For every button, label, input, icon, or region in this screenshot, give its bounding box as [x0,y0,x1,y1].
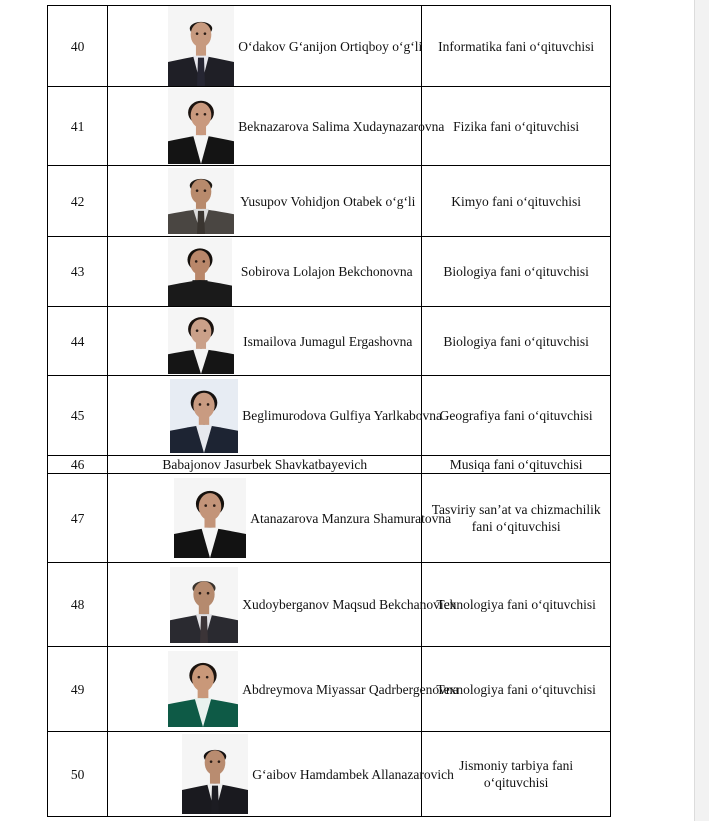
staff-name: O‘dakov G‘anijon Ortiqboy o‘g‘li [238,38,423,54]
staff-name: Yusupov Vohidjon Otabek o‘g‘li [240,193,416,209]
row-number: 42 [48,166,108,237]
row-number: 48 [48,563,108,647]
table-row [48,647,611,732]
staff-role-text: Biologiya fani o‘qituvchisi [443,333,589,349]
table-row [48,237,611,307]
table-row [48,307,611,376]
staff-photo [168,651,238,727]
row-number: 46 [48,456,108,474]
row-number: 45 [48,376,108,456]
staff-name-cell [108,647,459,732]
staff-name-cell [108,732,454,817]
staff-role-text: Fizika fani o‘qituvchisi [453,118,580,134]
staff-role [422,87,611,166]
staff-name-cell [108,6,422,87]
staff-name-cell [108,166,422,237]
row-number: 40 [48,6,108,87]
row-number: 41 [48,87,108,166]
table-row [48,6,611,87]
staff-name-cell [108,456,422,474]
staff-photo [168,168,234,234]
staff-table [47,5,611,817]
table-row [48,376,611,456]
staff-name-cell [108,307,422,376]
staff-role [422,237,611,307]
staff-role-text: Texnologiya fani o‘qituvchisi [436,681,596,697]
staff-role-text: Tasviriy san’at va chizmachilik fani o‘qituvchisi [431,502,601,534]
staff-photo [170,379,238,453]
table-row [48,474,611,563]
staff-photo [168,238,232,306]
row-number: 47 [48,474,108,563]
staff-name-cell [108,376,443,456]
staff-name: Beknazarova Salima Xudaynazarovna [238,118,445,134]
staff-photo [170,567,238,643]
row-number: 43 [48,237,108,307]
staff-role-text: Jismoniy tarbiya fani o‘qituvchisi [459,758,574,790]
staff-role [422,6,611,87]
staff-name: Xudoyberganov Maqsud Bekchanovich [242,597,457,612]
staff-role [422,376,611,456]
staff-name: Babajonov Jasurbek Shavkatbayevich [162,457,368,472]
table-row [48,563,611,647]
staff-role [422,456,611,474]
staff-name-cell [108,474,452,563]
staff-name: Abdreymova Miyassar Qadrbergenovna [242,681,459,697]
staff-name: Beglimurodova Gulfiya Yarlkabovna [242,408,443,423]
table-row [48,732,611,817]
staff-name: G‘aibov Hamdambek Allanazarovich [252,766,454,782]
table-row [48,456,611,474]
staff-role-text: Kimyo fani o‘qituvchisi [451,193,582,209]
staff-photo [168,308,234,374]
staff-role-text: Biologiya fani o‘qituvchisi [443,264,589,279]
staff-photo [174,478,246,558]
row-number: 49 [48,647,108,732]
staff-name-cell [108,563,457,647]
staff-role-text: Geografiya fani o‘qituvchisi [439,408,593,423]
staff-photo [168,88,234,164]
staff-role-text: Musiqa fani o‘qituvchisi [449,457,583,472]
table-row [48,166,611,237]
vertical-scrollbar[interactable] [694,0,709,821]
staff-name-cell [108,87,445,166]
staff-role [422,166,611,237]
staff-photo [168,6,234,86]
staff-name: Atanazarova Manzura Shamuratovna [250,510,452,526]
staff-name: Ismailova Jumagul Ergashovna [243,333,413,349]
staff-role [422,307,611,376]
table-row [48,87,611,166]
row-number: 50 [48,732,108,817]
staff-role-text: Texnologiya fani o‘qituvchisi [436,597,596,612]
staff-photo [182,734,248,814]
staff-name-cell [108,237,422,307]
staff-role-text: Informatika fani o‘qituvchisi [438,38,595,54]
row-number: 44 [48,307,108,376]
staff-table-body [48,6,611,817]
staff-name: Sobirova Lolajon Bekchonovna [240,264,413,279]
